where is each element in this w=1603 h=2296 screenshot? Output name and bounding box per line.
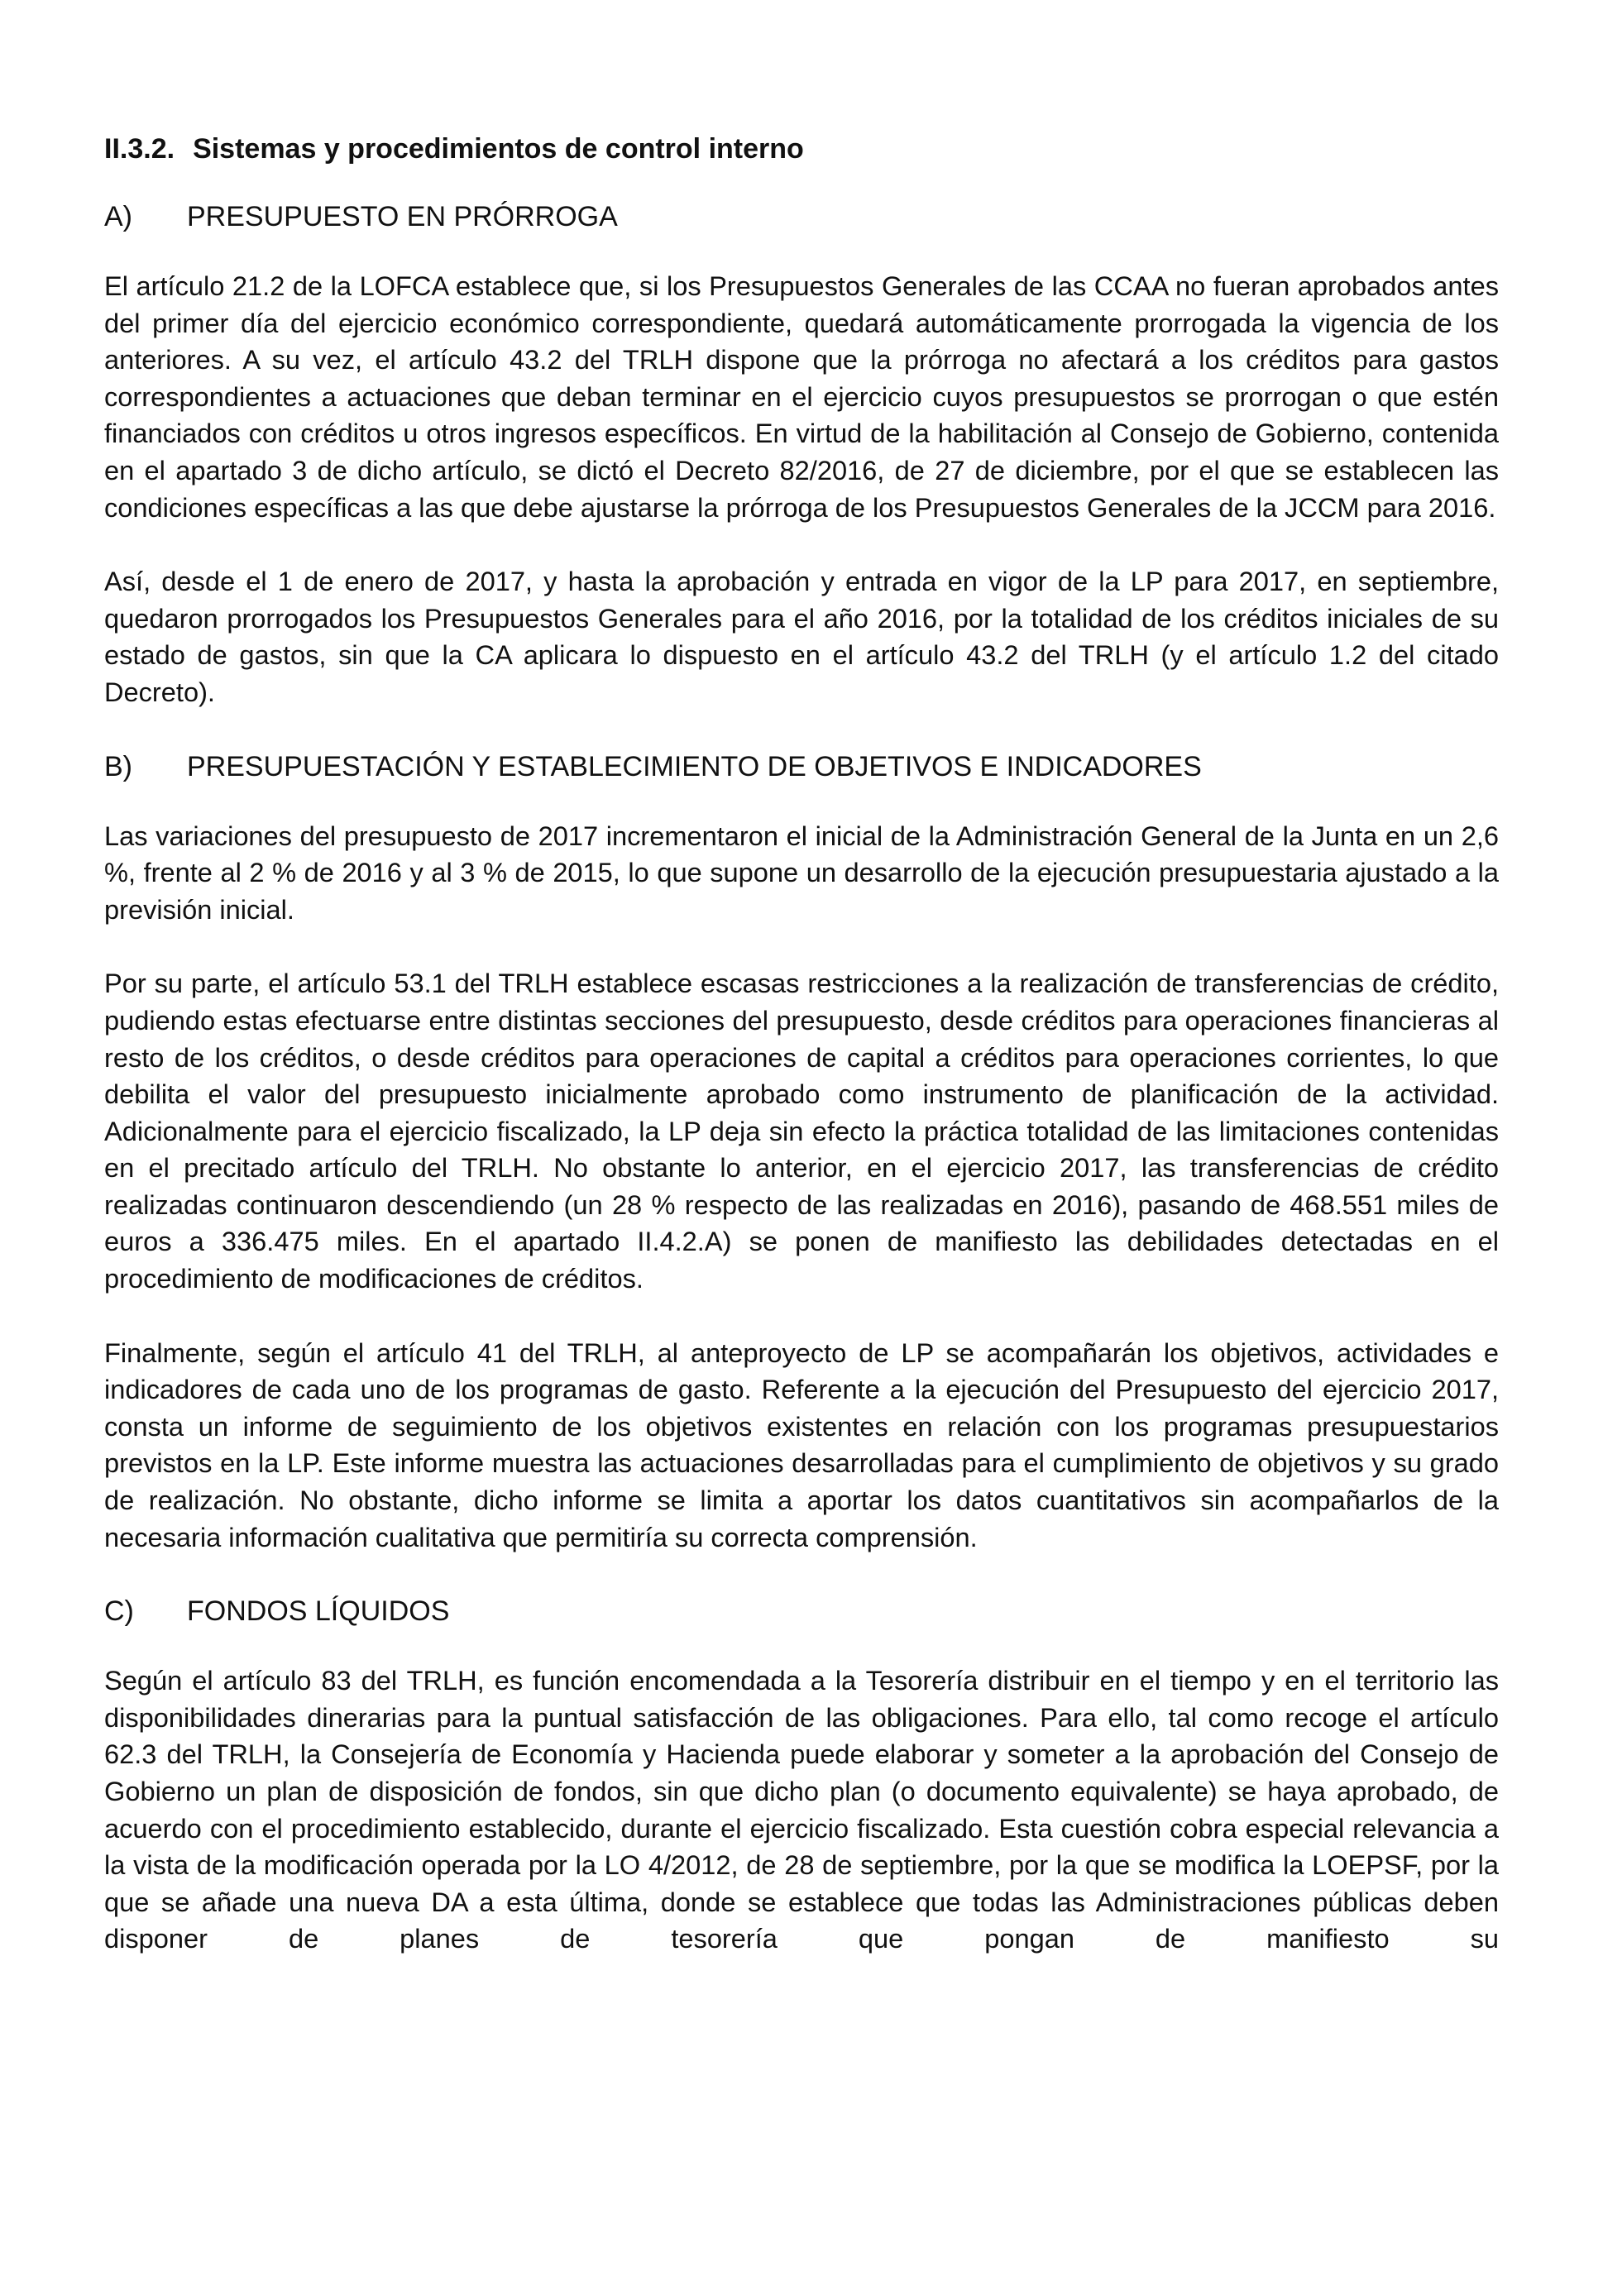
paragraph-a2: Así, desde el 1 de enero de 2017, y hasta la aprobación y entrada en vigor de la LP para 2017, en septiembre, quedaron prorrogados los Presupuestos Generales para el año 2016, por la totalidad de los créditos iniciales de su estado de gastos, sin que la CA aplicara lo dispuesto en el artículo 43.2 del TRLH (y el artículo 1.2 del citado Decreto). xyxy=(104,566,1499,707)
paragraph-c1: Según el artículo 83 del TRLH, es función encomendada a la Tesorería distribuir en el tiempo y en el territorio las disponibilidades dinerarias para la puntual satisfacción de las obligaciones. Para ello, tal como recoge el artículo 62.3 del TRLH, la Consejería de Economía y Hacienda puede elaborar y someter a la aprobación del Consejo de Gobierno un plan de disposición de fondos, sin que dicho plan (o documento equivalente) se haya aprobado, de acuerdo con el procedimiento establecido, durante el ejercicio fiscalizado. Esta cuestión cobra especial relevancia a la vista de la modificación operada por la LO 4/2012, de 28 de septiembre, por la que se modifica la LOEPSF, por la que se añade una nueva DA a esta última, donde se establece que todas las Administraciones públicas deben disponer de planes de tesorería que pongan de manifiesto su xyxy=(104,1665,1499,1954)
subsection-b-title: PRESUPUESTACIÓN Y ESTABLECIMIENTO DE OBJETIVOS E INDICADORES xyxy=(187,750,1202,782)
subsection-a-title: PRESUPUESTO EN PRÓRROGA xyxy=(187,201,618,232)
paragraph-a1: El artículo 21.2 de la LOFCA establece que, si los Presupuestos Generales de las CCAA no fueran aprobados antes del primer día del ejercicio económico correspondiente, quedará automáticamente prorrogada la vigencia de los anteriores. A su vez, el artículo 43.2 del TRLH dispone que la prórroga no afectará a los créditos para gastos correspondientes a actuaciones que deban terminar en el ejercicio cuyos presupuestos se prorrogan o que estén financiados con créditos u otros ingresos específicos. En virtud de la habilitación al Consejo de Gobierno, contenida en el apartado 3 de dicho artículo, se dictó el Decreto 82/2016, de 27 de diciembre, por el que se establecen las condiciones específicas a las que debe ajustarse la prórroga de los Presupuestos Generales de la JCCM para 2016. xyxy=(104,270,1499,523)
subsection-a-letter: A) xyxy=(104,201,132,232)
subsection-c-letter: C) xyxy=(104,1595,134,1628)
paragraph-b3: Finalmente, según el artículo 41 del TRLH, al anteproyecto de LP se acompañarán los objetivos, actividades e indicadores de cada uno de los programas de gasto. Referente a la ejecución del Presupuesto del ejercicio 2017, consta un informe de seguimiento de los objetivos existentes en relación con los programas presupuestarios previstos en la LP. Este informe muestra las actuaciones desarrolladas para el cumplimiento de objetivos y su grado de realización. No obstante, dicho informe se limita a aportar los datos cuantitativos sin acompañarlos de la necesaria información cualitativa que permitiría su correcta comprensión. xyxy=(104,1337,1499,1552)
paragraph-b2: Por su parte, el artículo 53.1 del TRLH establece escasas restricciones a la realización de transferencias de crédito, pudiendo estas efectuarse entre distintas secciones del presupuesto, desde créditos para operaciones financieras al resto de los créditos, o desde créditos para operaciones de capital a créditos para operaciones corrientes, lo que debilita el valor del presupuesto inicialmente aprobado como instrumento de planificación de la actividad. Adicionalmente para el ejercicio fiscalizado, la LP deja sin efecto la práctica totalidad de las limitaciones contenidas en el precitado artículo del TRLH. No obstante lo anterior, en el ejercicio 2017, las transferencias de crédito realizadas continuaron descendiendo (un 28 % respecto de las realizadas en 2016), pasando de 468.551 miles de euros a 336.475 miles. En el apartado II.4.2.A) se ponen de manifiesto las debilidades detectadas en el procedimiento de modificaciones de créditos. xyxy=(104,968,1499,1294)
subsection-c-heading xyxy=(104,1593,1499,1629)
subsection-b-heading xyxy=(104,749,1499,785)
paragraph-b1: Las variaciones del presupuesto de 2017 incrementaron el inicial de la Administración General de la Junta en un 2,6 %, frente al 2 % de 2016 y al 3 % de 2015, lo que supone un desarrollo de la ejecución presupuestaria ajustado a la previsión inicial. xyxy=(104,820,1499,925)
section-number: II.3.2. xyxy=(104,133,175,165)
subsection-c-title: FONDOS LÍQUIDOS xyxy=(187,1595,450,1628)
subsection-b-letter: B) xyxy=(104,750,132,782)
document-page xyxy=(104,131,1499,1958)
section-heading xyxy=(104,131,1499,167)
subsection-a-heading xyxy=(104,199,1499,235)
section-title: Sistemas y procedimientos de control interno xyxy=(193,133,804,165)
